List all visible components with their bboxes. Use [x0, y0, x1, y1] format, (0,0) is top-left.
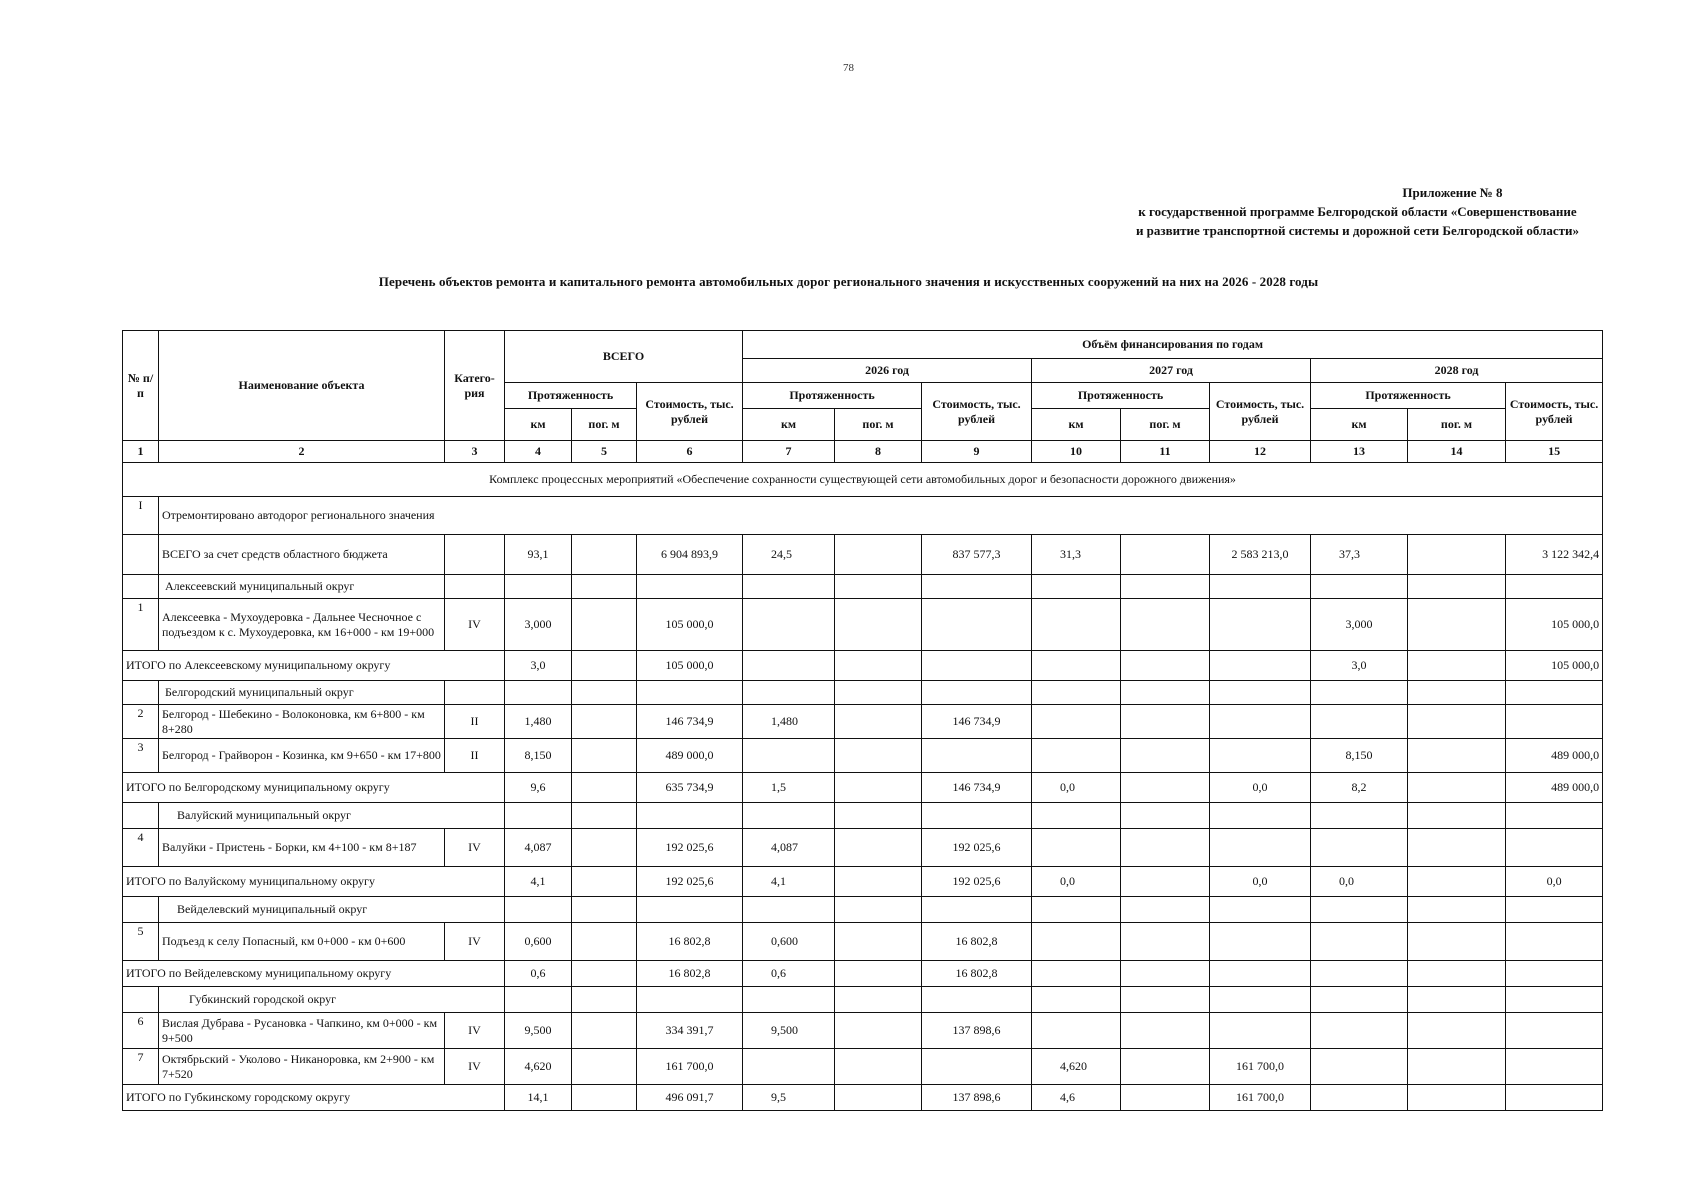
- cell: 8,150: [505, 739, 572, 773]
- cell: 489 000,0: [1506, 773, 1603, 803]
- colnum: 6: [637, 441, 743, 463]
- colnum: 15: [1506, 441, 1603, 463]
- header-km-2027: км: [1032, 409, 1121, 441]
- object-name: Подъезд к селу Попасный, км 0+000 - км 0+600: [159, 923, 445, 961]
- cell: 1,480: [743, 705, 835, 739]
- table-row: [123, 599, 1603, 651]
- header-cost-2027: Стоимость, тыс. рублей: [1210, 383, 1311, 441]
- header-num: № п/п: [123, 331, 159, 441]
- cell: 14,1: [505, 1085, 572, 1111]
- cell: 192 025,6: [922, 867, 1032, 897]
- category: II: [445, 739, 505, 773]
- district-total-row: [123, 1085, 1603, 1111]
- cell: 161 700,0: [637, 1049, 743, 1085]
- header-length-2027: Протяженность: [1032, 383, 1210, 409]
- complex-title: Комплекс процессных мероприятий «Обеспечение сохранности существующей сети автомобильных дорог и безопасности дорожного движения»: [123, 463, 1603, 497]
- page-number: 78: [843, 62, 854, 74]
- cell: 31,3: [1032, 535, 1121, 575]
- cell: 16 802,8: [922, 961, 1032, 987]
- cell: 635 734,9: [637, 773, 743, 803]
- cell: 4,6: [1032, 1085, 1121, 1111]
- category: IV: [445, 599, 505, 651]
- colnum: 3: [445, 441, 505, 463]
- colnum: 7: [743, 441, 835, 463]
- cell: 8,150: [1311, 739, 1408, 773]
- colnum: 11: [1121, 441, 1210, 463]
- cell: 489 000,0: [637, 739, 743, 773]
- cell: 4,620: [505, 1049, 572, 1085]
- cell: 8,2: [1311, 773, 1408, 803]
- objects-table: [122, 330, 1603, 1111]
- cell: 3 122 342,4: [1506, 535, 1603, 575]
- table-row: [123, 705, 1603, 739]
- cell: 3,000: [505, 599, 572, 651]
- category: IV: [445, 923, 505, 961]
- cell: 6 904 893,9: [637, 535, 743, 575]
- cell: 9,5: [743, 1085, 835, 1111]
- cell: 0,6: [505, 961, 572, 987]
- colnum: 1: [123, 441, 159, 463]
- cell: 2 583 213,0: [1210, 535, 1311, 575]
- table-row: [123, 923, 1603, 961]
- object-name: Валуйки - Пристень - Борки, км 4+100 - км 8+187: [159, 829, 445, 867]
- row-num: 5: [123, 923, 159, 961]
- district-total-label: ИТОГО по Белгородскому муниципальному округу: [123, 773, 505, 803]
- district-name: Белгородский муниципальный округ: [159, 681, 445, 705]
- column-numbers-row: [123, 441, 1603, 463]
- cell: 192 025,6: [922, 829, 1032, 867]
- cell: 137 898,6: [922, 1013, 1032, 1049]
- header-cost-total: Стоимость, тыс. рублей: [637, 383, 743, 441]
- cell: 146 734,9: [637, 705, 743, 739]
- document-title: Перечень объектов ремонта и капитального ремонта автомобильных дорог регионального значения и искусственных сооружений на них на 2026 - 2028 годы: [378, 274, 1319, 289]
- table-row: [123, 1013, 1603, 1049]
- colnum: 8: [835, 441, 922, 463]
- cell: 161 700,0: [1210, 1049, 1311, 1085]
- colnum: 10: [1032, 441, 1121, 463]
- cell: 105 000,0: [1506, 599, 1603, 651]
- cell: 489 000,0: [1506, 739, 1603, 773]
- header-pogm-2028: пог. м: [1408, 409, 1506, 441]
- colnum: 13: [1311, 441, 1408, 463]
- object-name: Белгород - Шебекино - Волоконовка, км 6+800 - км 8+280: [159, 705, 445, 739]
- cell: 0,0: [1311, 867, 1408, 897]
- header-pogm-2026: пог. м: [835, 409, 922, 441]
- cell: 4,1: [743, 867, 835, 897]
- cell: 1,5: [743, 773, 835, 803]
- district-total-row: [123, 867, 1603, 897]
- cell: 0,600: [743, 923, 835, 961]
- colnum: 4: [505, 441, 572, 463]
- row-num: 7: [123, 1049, 159, 1085]
- cell: 0,0: [1506, 867, 1603, 897]
- cell: 146 734,9: [922, 773, 1032, 803]
- appendix-header: [1136, 183, 1579, 240]
- cell: 0,0: [1032, 867, 1121, 897]
- district-total-label: ИТОГО по Вейделевскому муниципальному округу: [123, 961, 505, 987]
- header-total: ВСЕГО: [505, 331, 743, 383]
- object-name: Октябрьский - Уколово - Никаноровка, км 2+900 - км 7+520: [159, 1049, 445, 1085]
- cell: 93,1: [505, 535, 572, 575]
- district-name: Вейделевский муниципальный округ: [159, 897, 505, 923]
- row-num: 1: [123, 599, 159, 651]
- object-name: Белгород - Грайворон - Козинка, км 9+650 - км 17+800: [159, 739, 445, 773]
- cell: 105 000,0: [1506, 651, 1603, 681]
- cell: 37,3: [1311, 535, 1408, 575]
- cell: 161 700,0: [1210, 1085, 1311, 1111]
- cell: 3,0: [1311, 651, 1408, 681]
- category: II: [445, 705, 505, 739]
- header-km-2028: км: [1311, 409, 1408, 441]
- header-2027: 2027 год: [1032, 359, 1311, 383]
- district-total-label: ИТОГО по Валуйскому муниципальному округу: [123, 867, 505, 897]
- cell: 192 025,6: [637, 829, 743, 867]
- table-row: [123, 739, 1603, 773]
- colnum: 9: [922, 441, 1032, 463]
- cell: 0,600: [505, 923, 572, 961]
- cell: 105 000,0: [637, 599, 743, 651]
- colnum: 5: [572, 441, 637, 463]
- header-name: Наименование объекта: [159, 331, 445, 441]
- header-length-2028: Протяженность: [1311, 383, 1506, 409]
- header-length-total: Протяженность: [505, 383, 637, 409]
- cell: 496 091,7: [637, 1085, 743, 1111]
- category: IV: [445, 1013, 505, 1049]
- district-name: Алексеевский муниципальный округ: [159, 575, 445, 599]
- district-total-row: [123, 961, 1603, 987]
- district-total-label: ИТОГО по Алексеевскому муниципальному округу: [123, 651, 505, 681]
- cell: 16 802,8: [637, 923, 743, 961]
- cell: 0,0: [1210, 867, 1311, 897]
- cell: 9,500: [743, 1013, 835, 1049]
- cell: 4,1: [505, 867, 572, 897]
- district-total-row: [123, 773, 1603, 803]
- cell: 4,087: [505, 829, 572, 867]
- cell: 4,620: [1032, 1049, 1121, 1085]
- cell: 146 734,9: [922, 705, 1032, 739]
- header-length-2026: Протяженность: [743, 383, 922, 409]
- appendix-program-line2: и развитие транспортной системы и дорожной сети Белгородской области»: [1135, 223, 1579, 238]
- cell: 105 000,0: [637, 651, 743, 681]
- appendix-program-line1: к государственной программе Белгородской области «Совершенствование: [1138, 204, 1577, 219]
- district-name: Валуйский муниципальный округ: [159, 803, 505, 829]
- object-name: Вислая Дубрава - Русановка - Чапкино, км 0+000 - км 9+500: [159, 1013, 445, 1049]
- district-total-label: ИТОГО по Губкинскому городскому округу: [123, 1085, 505, 1111]
- colnum: 14: [1408, 441, 1506, 463]
- cell: 837 577,3: [922, 535, 1032, 575]
- header-pogm-total: пог. м: [572, 409, 637, 441]
- table-row: [123, 829, 1603, 867]
- row-num: 6: [123, 1013, 159, 1049]
- object-name: Алексеевка - Мухоудеровка - Дальнее Чесночное с подъездом к с. Мухоудеровка, км 16+000 - км 19+000: [159, 599, 445, 651]
- district-name: Губкинский городской округ: [159, 987, 505, 1013]
- cell: 24,5: [743, 535, 835, 575]
- grand-total-row: [123, 535, 1603, 575]
- header-km-total: км: [505, 409, 572, 441]
- cell: 1,480: [505, 705, 572, 739]
- cell: 16 802,8: [637, 961, 743, 987]
- appendix-number: Приложение № 8: [1402, 185, 1503, 200]
- cell: 0,0: [1210, 773, 1311, 803]
- cell: 3,000: [1311, 599, 1408, 651]
- header-cost-2028: Стоимость, тыс. рублей: [1506, 383, 1603, 441]
- header-2028: 2028 год: [1311, 359, 1603, 383]
- row-num: 3: [123, 739, 159, 773]
- colnum: 2: [159, 441, 445, 463]
- header-pogm-2027: пог. м: [1121, 409, 1210, 441]
- colnum: 12: [1210, 441, 1311, 463]
- cell: 334 391,7: [637, 1013, 743, 1049]
- district-total-row: [123, 651, 1603, 681]
- section-num: I: [123, 497, 159, 535]
- row-num: 2: [123, 705, 159, 739]
- header-category: Катего-рия: [445, 331, 505, 441]
- header-cost-2026: Стоимость, тыс. рублей: [922, 383, 1032, 441]
- section-label: Отремонтировано автодорог регионального значения: [159, 497, 1603, 535]
- cell: 0,6: [743, 961, 835, 987]
- grand-total-label: ВСЕГО за счет средств областного бюджета: [159, 535, 445, 575]
- row-num: 4: [123, 829, 159, 867]
- cell: 9,500: [505, 1013, 572, 1049]
- header-km-2026: км: [743, 409, 835, 441]
- category: IV: [445, 829, 505, 867]
- header-2026: 2026 год: [743, 359, 1032, 383]
- cell: 0,0: [1032, 773, 1121, 803]
- cell: 137 898,6: [922, 1085, 1032, 1111]
- cell: 16 802,8: [922, 923, 1032, 961]
- table-row: [123, 1049, 1603, 1085]
- cell: 4,087: [743, 829, 835, 867]
- cell: 3,0: [505, 651, 572, 681]
- cell: 9,6: [505, 773, 572, 803]
- cell: 192 025,6: [637, 867, 743, 897]
- category: IV: [445, 1049, 505, 1085]
- header-funding: Объём финансирования по годам: [743, 331, 1603, 359]
